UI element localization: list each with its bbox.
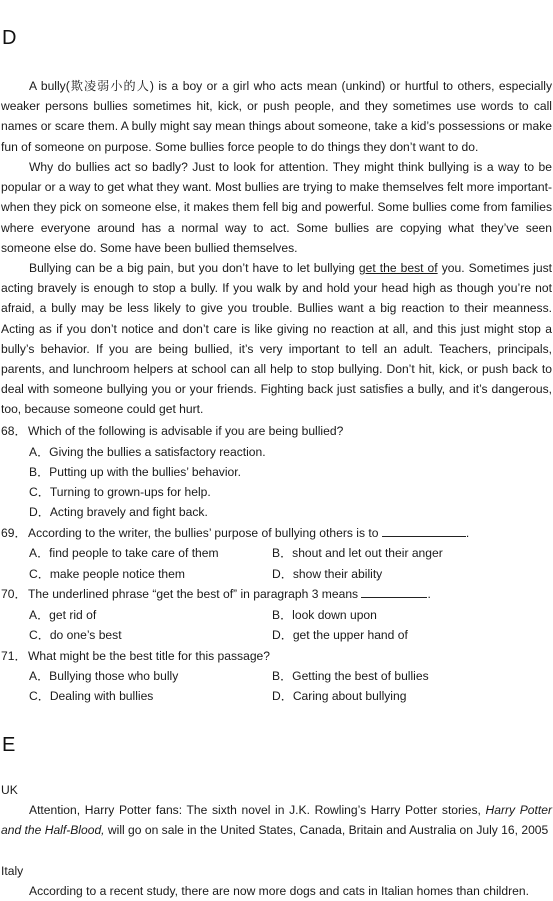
- passage-d-paragraph-1: [1, 76, 552, 157]
- question-number: 69．: [1, 526, 27, 540]
- paragraph-2-text: Why do bullies act so badly? Just to look for attention. They might think bullying is a way to be popular or a way to get what they want. Most bullies are trying to make themselves felt more important-when they pick on someone else, it makes them fell big and powerful. Some bullies come from families where everyone around has a normal way to act. Some bullies are copying what they’ve seen someone else do. Some have been bullied themselves.: [1, 160, 552, 255]
- underlined-phrase: get the best of: [358, 261, 438, 275]
- question-text: The underlined phrase “get the best of” in paragraph 3 means: [28, 587, 359, 601]
- question-69: [1, 523, 553, 543]
- option-71-a[interactable]: A．Bullying those who bully: [29, 669, 179, 683]
- paragraph-1-text: A bully(欺凌弱小的人) is a boy or a girl who acts mean (unkind) or hurtful to others, especially weaker persons bullies sometimes hit, kick, or push people, and they sometimes use words to call names or scare them. A bully might say mean things about someone, take a kid’s possessions or make fun of someone on purpose. Some bullies force people to do things they don’t want to do.: [1, 79, 552, 154]
- section-d-heading: D: [2, 27, 17, 49]
- option-70-c[interactable]: C．do one’s best: [29, 628, 122, 642]
- question-text: According to the writer, the bullies’ purpose of bullying others is to: [28, 526, 379, 540]
- question-number: 70．: [1, 587, 27, 601]
- news-uk-text-end: will go on sale in the United States, Canada, Britain and Australia on July 16, 2005: [104, 823, 549, 838]
- option-69-b[interactable]: B．shout and let out their anger: [272, 546, 443, 560]
- option-70-a[interactable]: A．get rid of: [29, 608, 97, 622]
- option-68-c[interactable]: C．Turning to grown-ups for help.: [29, 485, 211, 499]
- paragraph-3-text-start: Bullying can be a big pain, but you don’t have to let bullying: [29, 261, 359, 275]
- question-number: 68．: [1, 424, 27, 438]
- option-70-d[interactable]: D．get the upper hand of: [272, 628, 408, 642]
- option-68-b[interactable]: B．Putting up with the bullies’ behavior.: [29, 465, 241, 479]
- news-italy-text: According to a recent study, there are now more dogs and cats in Italian homes than children.: [29, 884, 529, 898]
- question-68: [1, 421, 553, 441]
- option-71-c[interactable]: C．Dealing with bullies: [29, 689, 154, 703]
- section-e-heading: E: [2, 734, 16, 756]
- option-68-d[interactable]: D．Acting bravely and fight back.: [29, 505, 208, 519]
- book-title: Harry Potter and the Half-Blood,: [1, 803, 553, 838]
- answer-blank[interactable]: [382, 525, 466, 537]
- option-70-b[interactable]: B．look down upon: [272, 608, 377, 622]
- question-end: .: [427, 587, 431, 601]
- paragraph-3-text-end: you. Sometimes just acting bravely is enough to stop a bully. If you walk by and hold your head high as though you’re not afraid, a bully may be less likely to give you trouble. Bullies want a big reaction to their meanness. Acting as if you don’t notice and don’t care is like giving no reaction at all, and this just might stop a bully’s behavior. If you are being bullied, it’s very important to tell an adult. Teachers, principals, parents, and lunchroom helpers at school can all help to stop bullying. Don’t hit, kick, or push back to deal with someone bullying you or your friends. Fighting back just satisfies a bully, and it’s dangerous, too, because someone could get hurt.: [1, 261, 553, 417]
- news-uk-text-start: Attention, Harry Potter fans: The sixth novel in J.K. Rowling’s Harry Potter stories,: [29, 803, 486, 817]
- question-text: What might be the best title for this passage?: [28, 649, 271, 663]
- option-69-c[interactable]: C．make people notice them: [29, 567, 185, 581]
- option-71-b[interactable]: B．Getting the best of bullies: [272, 669, 429, 683]
- passage-d-paragraph-3: [1, 258, 552, 420]
- option-68-a[interactable]: A．Giving the bullies a satisfactory reaction.: [29, 445, 266, 459]
- option-71-d[interactable]: D．Caring about bullying: [272, 689, 407, 703]
- question-70: [1, 584, 553, 604]
- news-item-uk: [1, 800, 552, 840]
- country-label-italy: Italy: [1, 864, 24, 878]
- question-number: 71．: [1, 649, 27, 663]
- passage-d-paragraph-2: [1, 157, 552, 258]
- question-text: Which of the following is advisable if you are being bullied?: [28, 424, 344, 438]
- question-end: .: [465, 526, 470, 540]
- country-label-uk: UK: [1, 783, 18, 797]
- question-71: [1, 646, 553, 666]
- answer-blank[interactable]: [361, 586, 427, 598]
- news-item-italy: [1, 881, 552, 901]
- option-69-d[interactable]: D．show their ability: [272, 567, 383, 581]
- option-69-a[interactable]: A．find people to take care of them: [29, 546, 219, 560]
